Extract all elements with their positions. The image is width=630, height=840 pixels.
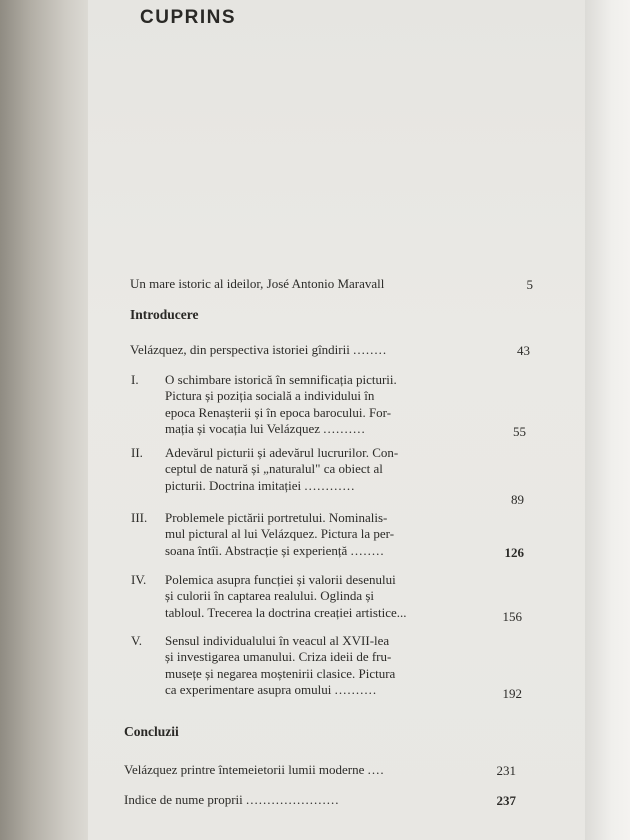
chapter-number: V. xyxy=(131,633,142,648)
chapter-title-line: O schimbare istorică în semnificația picturii. xyxy=(165,372,397,387)
chapter-title-line: ceptul de natură și „naturalul" ca obiect al xyxy=(165,461,383,477)
dot-leader: .... xyxy=(367,762,385,777)
entry-title: Un mare istoric al ideilor, José Antonio Maravall xyxy=(130,276,385,291)
chapter-title-line: și culorii în captarea realului. Oglinda și xyxy=(165,588,375,604)
page-title: CUPRINS xyxy=(140,7,237,28)
chapter-title-line: ca experimentare asupra omului xyxy=(165,681,332,697)
section-title-introduction: Introducere xyxy=(130,307,199,322)
entry-title: Indice de nume proprii xyxy=(124,792,243,807)
chapter-title-line: picturii. Doctrina imitației xyxy=(165,477,302,493)
page-edge xyxy=(585,0,630,840)
toc-entry-conclusions xyxy=(124,760,385,779)
entry-page-number: 5 xyxy=(526,277,533,292)
chapter-title-line: Polemica asupra funcției și valorii desenului xyxy=(165,572,396,587)
entry-page-number: 231 xyxy=(496,763,516,778)
chapter-number: III. xyxy=(131,510,148,525)
chapter-title-line: soana întîi. Abstracție și experiență xyxy=(165,542,348,558)
dot-leader: ........ xyxy=(353,342,388,357)
dot-leader: ........ xyxy=(350,542,385,558)
chapter-title xyxy=(165,510,465,559)
chapter-title xyxy=(165,372,465,437)
entry-page-number: 126 xyxy=(504,545,524,560)
entry-page-number: 192 xyxy=(502,686,522,701)
chapter-title-line: mația și vocația lui Velázquez xyxy=(165,420,320,436)
chapter-title-line: musețe și negarea moștenirii clasice. Pictura xyxy=(165,665,396,681)
entry-page-number: 43 xyxy=(517,343,530,358)
chapter-number: I. xyxy=(131,372,139,387)
chapter-title-line: mul pictural al lui Velázquez. Pictura la per- xyxy=(165,526,395,542)
chapter-title xyxy=(165,445,465,494)
chapter-title-line: epoca Renașterii și în epoca barocului. For- xyxy=(165,404,392,420)
toc-entry-index xyxy=(124,790,340,809)
chapter-title-line: Pictura și poziția socială a individului în xyxy=(165,388,375,404)
dot-leader: ...................... xyxy=(246,792,340,807)
book-spine xyxy=(0,0,88,840)
entry-title: Velázquez, din perspectiva istoriei gîndirii xyxy=(130,342,350,357)
dot-leader: .......... xyxy=(323,420,366,436)
entry-title: Velázquez printre întemeietorii lumii moderne xyxy=(124,762,365,777)
entry-page-number: 237 xyxy=(496,793,516,808)
chapter-title-line: Adevărul picturii și adevărul lucrurilor. Con- xyxy=(165,445,399,460)
section-title-conclusions: Concluzii xyxy=(124,724,179,739)
chapter-number: II. xyxy=(131,445,143,460)
chapter-number: IV. xyxy=(131,572,147,587)
chapter-title-line: tabloul. Trecerea la doctrina creației artistice... xyxy=(165,604,407,620)
entry-page-number: 55 xyxy=(513,424,526,439)
toc-entry-introduction xyxy=(130,340,387,359)
chapter-title xyxy=(165,633,465,698)
chapter-title xyxy=(165,572,465,621)
chapter-title-line: Problemele pictării portretului. Nominalis- xyxy=(165,510,388,525)
dot-leader: .......... xyxy=(334,681,378,697)
entry-page-number: 156 xyxy=(502,609,522,624)
entry-page-number: 89 xyxy=(511,492,524,507)
chapter-title-line: Sensul individualului în veacul al XVII-lea xyxy=(165,633,390,648)
dot-leader: ............ xyxy=(304,477,356,493)
chapter-title-line: și investigarea umanului. Criza ideii de fru- xyxy=(165,649,392,665)
toc-entry-foreword xyxy=(130,274,384,293)
